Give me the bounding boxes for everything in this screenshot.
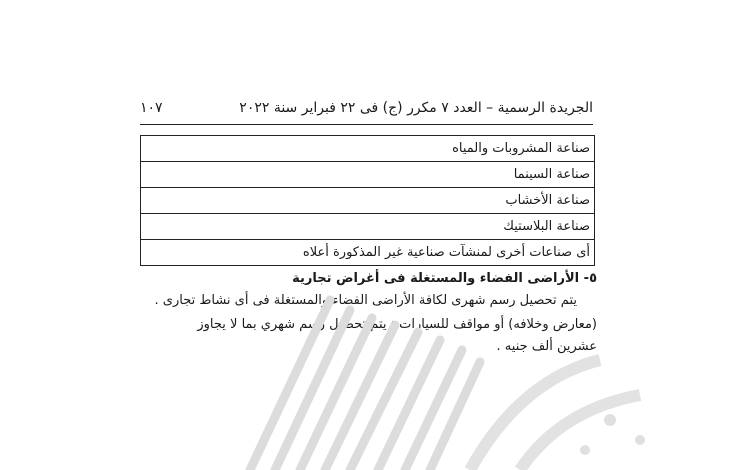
industries-table [140, 135, 595, 266]
section-paragraph-2-line-1: (معارض وخلافه) أو مواقف للسيارات : يتم تحصيل رسم شهري بما لا يجاوز [197, 317, 597, 332]
table-row [141, 162, 595, 188]
page-number: ١٠٧ [140, 100, 163, 116]
section-paragraph-1: يتم تحصيل رسم شهرى لكافة الأراضى الفضاء والمستغلة فى أى نشاط تجارى . [154, 293, 577, 308]
section-5 [140, 268, 597, 358]
table-row [141, 214, 595, 240]
page-header [140, 96, 593, 120]
header-rule [140, 124, 593, 125]
table-row [141, 136, 595, 162]
table-cell: صناعة المشروبات والمياه [141, 136, 595, 162]
watermark-arc [470, 360, 640, 470]
table-row [141, 240, 595, 266]
section-paragraph-2-line-2: عشرين ألف جنيه . [496, 339, 597, 354]
header-title: الجريدة الرسمية – العدد ٧ مكرر (ج) فى ٢٢ فبراير سنة ٢٠٢٢ [239, 100, 593, 116]
section-heading: ٥- الأراضى الفضاء والمستغلة فى أغراض تجارية [292, 271, 597, 286]
table-cell: أى صناعات أخرى لمنشآت صناعية غير المذكورة أعلاه [141, 240, 595, 266]
watermark-dots [580, 414, 645, 455]
table-cell: صناعة السينما [141, 162, 595, 188]
table-row [141, 188, 595, 214]
table-cell: صناعة البلاستيك [141, 214, 595, 240]
table-cell: صناعة الأخشاب [141, 188, 595, 214]
